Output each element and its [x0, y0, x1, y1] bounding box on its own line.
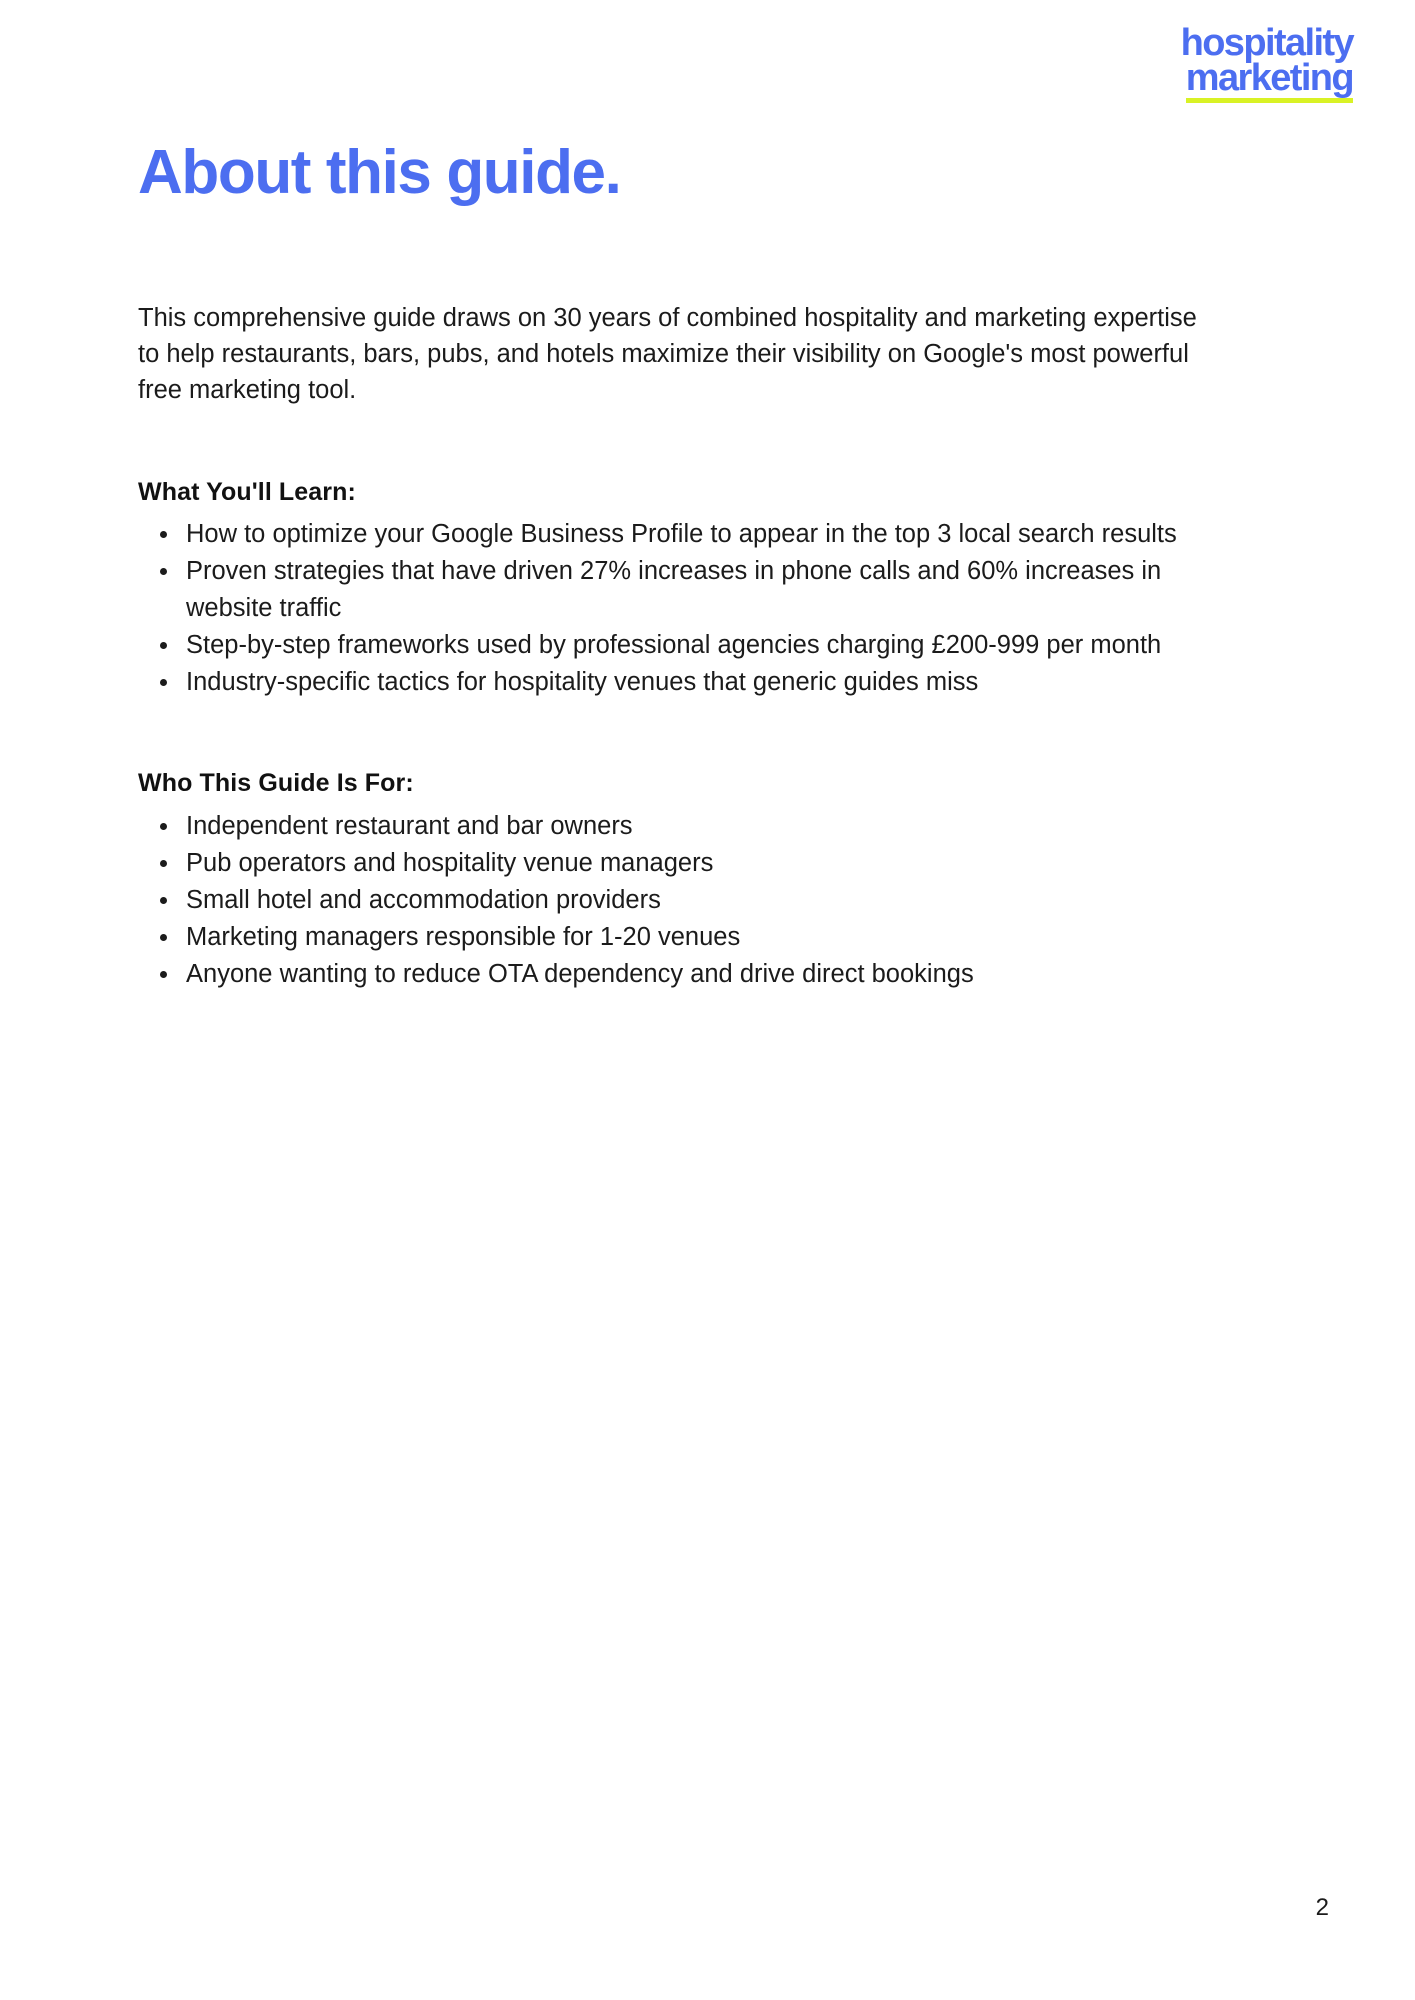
section-what-youll-learn: [138, 475, 1228, 701]
brand-logo: [1180, 22, 1353, 105]
logo-line-hospitality: hospitality: [1180, 22, 1353, 64]
list-item: Marketing managers responsible for 1-20 venues: [138, 919, 1228, 955]
list-item: How to optimize your Google Business Profile to appear in the top 3 local search results: [138, 516, 1228, 552]
list-item: Pub operators and hospitality venue managers: [138, 845, 1228, 881]
section-heading-who-this-guide-is-for: Who This Guide Is For:: [138, 769, 414, 798]
section-who-this-guide-is-for: [138, 766, 1228, 993]
section-heading-what-youll-learn: What You'll Learn:: [138, 477, 356, 506]
page-content: [138, 300, 1228, 994]
intro-paragraph: This comprehensive guide draws on 30 years of combined hospitality and marketing expertise to help restaurants, bars, pubs, and hotels maximize their visibility on Google's most powerful free marketing tool.: [138, 304, 1197, 405]
list-what-youll-learn: [138, 516, 1228, 700]
page-number: 2: [1315, 1894, 1329, 1921]
list-item: Proven strategies that have driven 27% increases in phone calls and 60% increases in website traffic: [138, 553, 1228, 625]
list-item: Independent restaurant and bar owners: [138, 808, 1228, 844]
list-item: Industry-specific tactics for hospitality venues that generic guides miss: [138, 664, 1228, 700]
page-title: About this guide.: [138, 138, 621, 207]
logo-marketing-text: marketing: [1185, 57, 1353, 100]
list-item: Anyone wanting to reduce OTA dependency and drive direct bookings: [138, 956, 1228, 992]
list-item: Step-by-step frameworks used by professional agencies charging £200-999 per month: [138, 627, 1228, 663]
logo-line-marketing: [1185, 57, 1353, 104]
list-who-this-guide-is-for: [138, 808, 1228, 993]
list-item: Small hotel and accommodation providers: [138, 882, 1228, 918]
